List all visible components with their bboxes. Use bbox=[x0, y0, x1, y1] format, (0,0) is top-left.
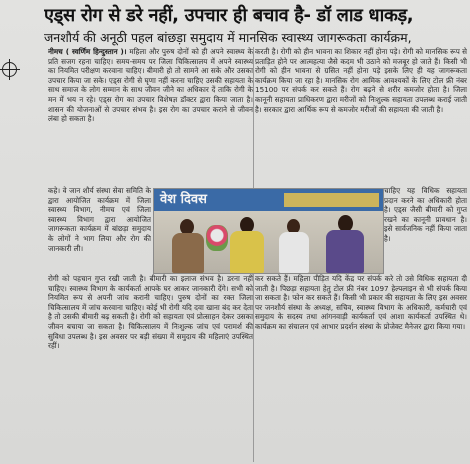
article-column-right-mid bbox=[384, 186, 467, 274]
article-text: रोगी को पहचान गुप्त रखी जाती है। बीमारी का इलाज संभव है। डरना नहीं चाहिए। स्वास्थ्य विभाग के कार्यकर्ता आपके घर आकर जानकारी देंगे। सभी को नियमित रूप से अपनी जांच करानी चाहिए। पुरुष दोनों का रक्त जिला चिकित्सालय में जांच करवाना चाहिए। कोई भी रोगी यदि दवा खाना बंद कर देता है तो उसकी बीमारी बढ़ सकती है। रोगी को सहायता एवं प्रोत्साहन देकर उसका जीवन बचाया जा सकता है। चिकित्सालय में निःशुल्क जांच एवं परामर्श की सुविधा उपलब्ध है। इस अवसर पर बड़ी संख्या में समुदाय की महिलाएं उपस्थित रहीं। bbox=[48, 274, 253, 351]
article-text: महिला और पुरुष दोनों को ही अपने स्वास्थ्य के प्रति सजग रहना चाहिए। समय-समय पर जिला चिकित्सालय में अपने स्वास्थ्य का नियमित परीक्षण करवाना चाहिए। बीमारी हो तो सामने आ सके और उसका उपचार किया जा सके। एड्स रोगी से घृणा नहीं करना चाहिए उसकी सहायता के साथ समाज के लोग सम्मान के साथ जीवन जीने का अधिकार दें ताकि रोगी के मन में भय न रहे। एड्स रोग का उपचार विशेषज्ञ डॉक्टर द्वारा किया जाता है। शासन की योजनाओं से उपचार संभव है। इस रोग का उपचार कराने से जीवन लंबा हो सकता है। bbox=[48, 47, 253, 124]
article-column-left-mid bbox=[48, 186, 151, 274]
article-column-right-bottom bbox=[255, 274, 467, 462]
event-photo bbox=[153, 188, 384, 274]
photo-person bbox=[168, 219, 208, 273]
banner-stripe bbox=[284, 193, 379, 207]
subheadline: जनशौर्य की अनूठी पहल बांछड़ा समुदाय में मानसिक स्वास्थ्य जागरूकता कार्यक्रम, bbox=[44, 30, 412, 45]
article-text: कहे। वे जान शौर्य संस्था सेवा समिति के द्वारा आयोजित कार्यक्रम में जिला स्वास्थ्य विभाग, नीमच एवं जिला स्वास्थ्य विभाग द्वारा आयोजित जागरूकता कार्यक्रम में बांछड़ा समुदाय के लोगों ने भाग लिया और रोग की जानकारी ली। bbox=[48, 186, 151, 253]
article-column-left-bottom bbox=[48, 274, 253, 462]
article-text: कर सकते हैं। महिला पीड़ित यदि केंद्र पर संपर्क करे तो उसे विधिक सहायता दी जाती है। पिछड़ा सहायता हेतु टोल फ्री नंबर 1097 हेल्पलाइन से भी संपर्क किया जा सकता है। फोन कर सकते हैं। किसी भी प्रकार की सहायता के लिए इस अवसर पर जनशौर्य संस्था के अध्यक्ष, सचिव, स्वास्थ्य विभाग के अधिकारी, कर्मचारी एवं समुदाय के सदस्य तथा आंगनवाड़ी कार्यकर्ता एवं आशा कार्यकर्ता उपस्थित थे। कार्यक्रम का संचालन एवं आभार प्रदर्शन संस्था के प्रोजेक्ट मैनेजर द्वारा किया गया। bbox=[255, 274, 467, 331]
registration-mark-icon bbox=[2, 62, 17, 77]
article-column-left-top bbox=[48, 47, 253, 187]
photo-person bbox=[276, 219, 312, 273]
photo-person bbox=[322, 215, 368, 273]
flower-bouquet bbox=[206, 225, 228, 251]
headline: एड्स रोग से डरे नहीं, उपचार ही बचाव है- डॉ लाड धाकड़, bbox=[44, 5, 414, 26]
photo-person bbox=[226, 217, 268, 273]
article-text: चाहिए यह विधिक सहायता प्रदान करने का अधिकारी होता है। एड्स जैसी बीमारी को गुप्त रखने का कानूनी प्रावधान है। इसे सार्वजनिक नहीं किया जाता है। bbox=[384, 186, 467, 243]
article-text: करती है। रोगी को हीन भावना का शिकार नहीं होना पड़े। रोगी को मानसिक रूप से प्रताड़ित होने पर आत्महत्या जैसे कदम भी उठाने को मजबूर हो जाते हैं। किसी भी रोगी को हीन भावना से ग्रसित नहीं होना पड़े इसके लिए ही यह जागरूकता कार्यक्रम किया जा रहा है। मानसिक रोग आमिक आवश्यकों के लिए टोल फ्री नंबर 15100 पर संपर्क कर सकते हैं। रोग बढ़ने से शरीर कमजोर होता है। जिला कानूनी सहायता प्राधिकरण द्वारा मरीजों को निःशुल्क सहायता उपलब्ध कराई जाती है। सरकार द्वारा आर्थिक रूप से कमजोर मरीजों की सहायता की जाती है। bbox=[255, 47, 467, 114]
photo-banner-text: वेश दिवस bbox=[160, 192, 207, 207]
article-column-right-top bbox=[255, 47, 467, 187]
byline: नीमच ( स्वर्णिम हिन्दुस्तान )। bbox=[48, 47, 127, 56]
photo-banner bbox=[154, 189, 383, 211]
